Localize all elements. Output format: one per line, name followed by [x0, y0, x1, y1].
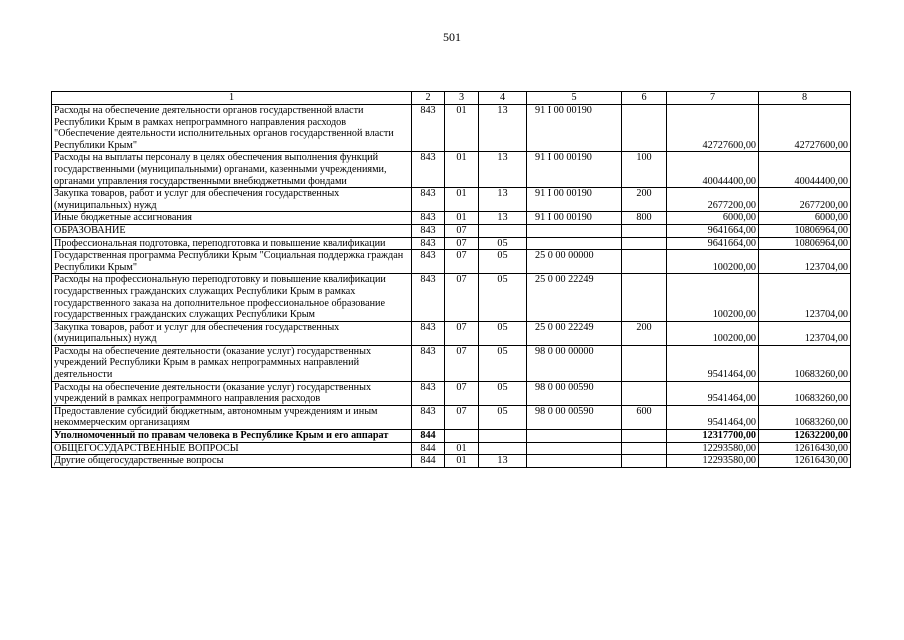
expense-type-cell	[622, 442, 667, 455]
subsection-code-cell	[479, 430, 527, 443]
amount-year1-cell: 12293580,00	[667, 455, 759, 468]
ministry-code-cell: 843	[412, 274, 445, 321]
subsection-code-cell	[479, 224, 527, 237]
target-article-cell: 25 0 00 22249	[527, 321, 622, 345]
subsection-code-cell: 13	[479, 152, 527, 188]
ministry-code-cell: 844	[412, 455, 445, 468]
table-row	[52, 405, 851, 429]
target-article-cell	[527, 430, 622, 443]
section-code-cell: 07	[445, 224, 479, 237]
target-article-cell: 98 0 00 00590	[527, 405, 622, 429]
ministry-code-cell: 843	[412, 250, 445, 274]
expense-name-cell: ОБЩЕГОСУДАРСТВЕННЫЕ ВОПРОСЫ	[52, 442, 412, 455]
header-cell: 5	[527, 92, 622, 105]
section-code-cell: 07	[445, 274, 479, 321]
amount-year1-cell: 12293580,00	[667, 442, 759, 455]
ministry-code-cell: 843	[412, 345, 445, 381]
target-article-cell: 91 I 00 00190	[527, 212, 622, 225]
expense-name-cell: Расходы на выплаты персоналу в целях обеспечения выполнения функций государственными (муниципальными) органами, казенными учреждениями, органами управления государственными внебюджетными фондами	[52, 152, 412, 188]
table-row	[52, 224, 851, 237]
section-code-cell: 07	[445, 405, 479, 429]
amount-year1-cell: 9641664,00	[667, 237, 759, 250]
budget-table	[51, 91, 851, 468]
section-code-cell: 01	[445, 455, 479, 468]
expense-type-cell	[622, 430, 667, 443]
target-article-cell: 91 I 00 00190	[527, 188, 622, 212]
section-code-cell: 07	[445, 237, 479, 250]
expense-name-cell: Расходы на обеспечение деятельности (оказание услуг) государственных учреждений Республики Крым в рамках непрограммных направлений деятельности	[52, 345, 412, 381]
expense-type-cell	[622, 105, 667, 152]
ministry-code-cell: 843	[412, 405, 445, 429]
expense-type-cell: 100	[622, 152, 667, 188]
section-code-cell: 01	[445, 442, 479, 455]
section-code-cell: 01	[445, 212, 479, 225]
amount-year2-cell: 12632200,00	[759, 430, 851, 443]
expense-name-cell: Иные бюджетные ассигнования	[52, 212, 412, 225]
section-code-cell	[445, 430, 479, 443]
header-cell: 1	[52, 92, 412, 105]
amount-year1-cell: 100200,00	[667, 321, 759, 345]
table-row	[52, 152, 851, 188]
ministry-code-cell: 844	[412, 430, 445, 443]
amount-year2-cell: 40044400,00	[759, 152, 851, 188]
section-code-cell: 07	[445, 345, 479, 381]
header-cell: 7	[667, 92, 759, 105]
expense-type-cell	[622, 237, 667, 250]
header-row	[52, 92, 851, 105]
target-article-cell: 98 0 00 00590	[527, 381, 622, 405]
expense-name-cell: Уполномоченный по правам человека в Республике Крым и его аппарат	[52, 430, 412, 443]
target-article-cell: 25 0 00 22249	[527, 274, 622, 321]
page-number: 501	[443, 30, 461, 44]
subsection-code-cell: 13	[479, 455, 527, 468]
expense-type-cell: 800	[622, 212, 667, 225]
table-row	[52, 381, 851, 405]
amount-year2-cell: 6000,00	[759, 212, 851, 225]
ministry-code-cell: 843	[412, 321, 445, 345]
subsection-code-cell: 13	[479, 105, 527, 152]
table-row	[52, 321, 851, 345]
expense-type-cell	[622, 250, 667, 274]
amount-year1-cell: 100200,00	[667, 274, 759, 321]
target-article-cell	[527, 237, 622, 250]
expense-type-cell	[622, 224, 667, 237]
amount-year2-cell: 2677200,00	[759, 188, 851, 212]
subsection-code-cell: 13	[479, 188, 527, 212]
section-code-cell: 01	[445, 152, 479, 188]
table-row	[52, 250, 851, 274]
subsection-code-cell: 05	[479, 381, 527, 405]
subsection-code-cell: 13	[479, 212, 527, 225]
section-code-cell: 07	[445, 381, 479, 405]
header-cell: 4	[479, 92, 527, 105]
expense-name-cell: Расходы на обеспечение деятельности органов государственной власти Республики Крым в рамках непрограммного направления расходов "Обеспечение деятельности исполнительных органов государственной власти Республики Крым"	[52, 105, 412, 152]
amount-year2-cell: 10806964,00	[759, 237, 851, 250]
expense-name-cell: Расходы на обеспечение деятельности (оказание услуг) государственных учреждений в рамках непрограммного направления расходов	[52, 381, 412, 405]
table-row	[52, 188, 851, 212]
table-body	[52, 92, 851, 468]
section-code-cell: 01	[445, 105, 479, 152]
ministry-code-cell: 843	[412, 105, 445, 152]
ministry-code-cell: 844	[412, 442, 445, 455]
amount-year1-cell: 2677200,00	[667, 188, 759, 212]
table-row	[52, 442, 851, 455]
amount-year1-cell: 42727600,00	[667, 105, 759, 152]
header-cell: 6	[622, 92, 667, 105]
amount-year1-cell: 12317700,00	[667, 430, 759, 443]
expense-name-cell: Профессиональная подготовка, переподготовка и повышение квалификации	[52, 237, 412, 250]
amount-year2-cell: 123704,00	[759, 274, 851, 321]
amount-year1-cell: 40044400,00	[667, 152, 759, 188]
amount-year1-cell: 9541464,00	[667, 405, 759, 429]
table-row	[52, 237, 851, 250]
ministry-code-cell: 843	[412, 152, 445, 188]
ministry-code-cell: 843	[412, 188, 445, 212]
header-cell: 3	[445, 92, 479, 105]
section-code-cell: 07	[445, 321, 479, 345]
subsection-code-cell: 05	[479, 274, 527, 321]
ministry-code-cell: 843	[412, 224, 445, 237]
amount-year2-cell: 42727600,00	[759, 105, 851, 152]
expense-name-cell: Закупка товаров, работ и услуг для обеспечения государственных (муниципальных) нужд	[52, 188, 412, 212]
target-article-cell: 98 0 00 00000	[527, 345, 622, 381]
subsection-code-cell: 05	[479, 250, 527, 274]
expense-type-cell: 200	[622, 188, 667, 212]
amount-year2-cell: 10683260,00	[759, 345, 851, 381]
target-article-cell: 25 0 00 00000	[527, 250, 622, 274]
expense-type-cell: 600	[622, 405, 667, 429]
table-row	[52, 212, 851, 225]
amount-year2-cell: 123704,00	[759, 250, 851, 274]
expense-name-cell: Другие общегосударственные вопросы	[52, 455, 412, 468]
expense-type-cell: 200	[622, 321, 667, 345]
expense-type-cell	[622, 345, 667, 381]
table-row	[52, 455, 851, 468]
expense-name-cell: ОБРАЗОВАНИЕ	[52, 224, 412, 237]
expense-type-cell	[622, 381, 667, 405]
subsection-code-cell: 05	[479, 345, 527, 381]
table-row	[52, 274, 851, 321]
subsection-code-cell: 05	[479, 237, 527, 250]
amount-year1-cell: 6000,00	[667, 212, 759, 225]
header-cell: 8	[759, 92, 851, 105]
subsection-code-cell: 05	[479, 321, 527, 345]
subsection-code-cell: 05	[479, 405, 527, 429]
table-row	[52, 345, 851, 381]
ministry-code-cell: 843	[412, 381, 445, 405]
ministry-code-cell: 843	[412, 237, 445, 250]
expense-type-cell	[622, 274, 667, 321]
table-row	[52, 105, 851, 152]
expense-name-cell: Предоставление субсидий бюджетным, автономным учреждениям и иным некоммерческим организациям	[52, 405, 412, 429]
amount-year1-cell: 9541464,00	[667, 381, 759, 405]
target-article-cell	[527, 455, 622, 468]
amount-year1-cell: 9541464,00	[667, 345, 759, 381]
section-code-cell: 07	[445, 250, 479, 274]
amount-year1-cell: 9641664,00	[667, 224, 759, 237]
header-cell: 2	[412, 92, 445, 105]
target-article-cell: 91 I 00 00190	[527, 152, 622, 188]
amount-year2-cell: 12616430,00	[759, 455, 851, 468]
ministry-code-cell: 843	[412, 212, 445, 225]
expense-name-cell: Закупка товаров, работ и услуг для обеспечения государственных (муниципальных) нужд	[52, 321, 412, 345]
expense-name-cell: Расходы на профессиональную переподготовку и повышение квалификации государственных гражданских служащих Республики Крым в рамках государственного заказа на дополнительное профессиональное образование государственных гражданских служащих Республики Крым	[52, 274, 412, 321]
expense-name-cell: Государственная программа Республики Крым "Социальная поддержка граждан Республики Крым"	[52, 250, 412, 274]
amount-year2-cell: 10683260,00	[759, 405, 851, 429]
target-article-cell: 91 I 00 00190	[527, 105, 622, 152]
target-article-cell	[527, 224, 622, 237]
amount-year2-cell: 10806964,00	[759, 224, 851, 237]
amount-year2-cell: 12616430,00	[759, 442, 851, 455]
amount-year1-cell: 100200,00	[667, 250, 759, 274]
subsection-code-cell	[479, 442, 527, 455]
target-article-cell	[527, 442, 622, 455]
expense-type-cell	[622, 455, 667, 468]
amount-year2-cell: 123704,00	[759, 321, 851, 345]
amount-year2-cell: 10683260,00	[759, 381, 851, 405]
section-code-cell: 01	[445, 188, 479, 212]
table-row	[52, 430, 851, 443]
